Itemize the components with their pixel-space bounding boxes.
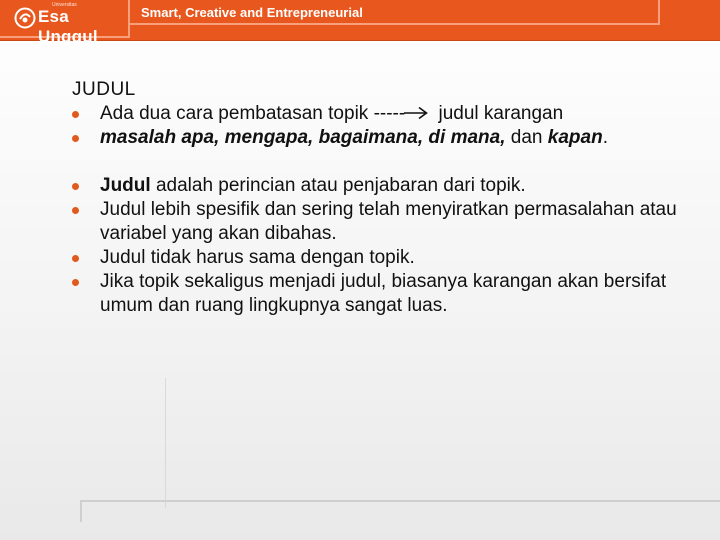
slide-title: JUDUL xyxy=(72,79,136,100)
item-text-after-arrow: judul karangan xyxy=(433,103,564,124)
item-text-end: . xyxy=(602,127,608,148)
item-text-bold: Judul xyxy=(100,175,151,196)
list-item xyxy=(72,246,692,270)
item-text-emphasis-end: kapan xyxy=(547,127,603,148)
bullet-icon xyxy=(72,135,79,142)
list-item xyxy=(72,102,692,126)
decorative-line xyxy=(165,378,166,508)
list-item xyxy=(72,198,692,246)
bullet-list-2 xyxy=(72,174,692,318)
list-item xyxy=(72,126,692,150)
decorative-frame xyxy=(80,500,720,522)
item-text: Judul tidak harus sama dengan topik. xyxy=(100,247,415,268)
tagline: Smart, Creative and Entrepreneurial xyxy=(141,5,363,20)
bullet-icon xyxy=(72,207,79,214)
right-arrow-icon xyxy=(403,106,429,120)
item-text: adalah perincian atau penjabaran dari topik. xyxy=(150,175,526,196)
item-text: Jika topik sekaligus menjadi judul, biasanya karangan akan bersifat umum dan ruang lingkupnya sangat luas. xyxy=(100,271,667,316)
esa-unggul-logo-icon xyxy=(14,7,36,29)
bullet-icon xyxy=(72,111,79,118)
logo-text: Esa Unggul xyxy=(38,7,98,46)
logo xyxy=(0,0,130,46)
list-item xyxy=(72,174,692,198)
logo-small-text: Universitas xyxy=(52,2,77,8)
bullet-icon xyxy=(72,255,79,262)
item-text: Judul lebih spesifik dan sering telah menyiratkan permasalahan atau variabel yang akan dibahas. xyxy=(100,199,677,244)
bullet-list-1 xyxy=(72,102,692,150)
item-text: Ada dua cara pembatasan topik ----- xyxy=(100,103,406,124)
item-text: dan xyxy=(505,127,548,148)
list-item xyxy=(72,270,692,318)
item-text-emphasis: masalah apa, mengapa, bagaimana, di mana, xyxy=(100,127,506,148)
header-bar xyxy=(0,0,720,46)
slide-content xyxy=(72,78,692,318)
bullet-icon xyxy=(72,183,79,190)
bullet-icon xyxy=(72,279,79,286)
